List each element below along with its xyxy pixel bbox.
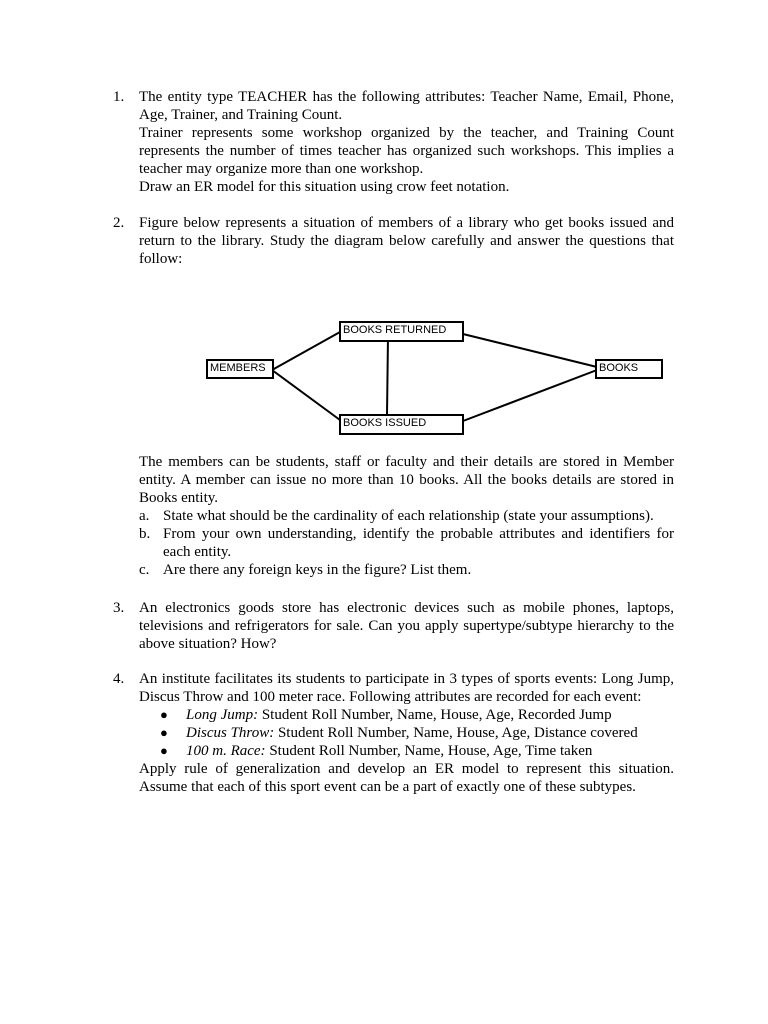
books-issued-entity: BOOKS ISSUED (339, 414, 464, 435)
question-1-explanation: Trainer represents some workshop organized by the teacher, and Training Count represents the number of times teacher has organized such workshops. This implies a teacher may organize more than one workshop. (139, 125, 674, 177)
question-3-text: An electronics goods store has electronic devices such as mobile phones, laptops, televisions and refrigerators for sale. Can you apply supertype/subtype hierarchy to the above situation? How? (139, 600, 674, 652)
subitem-text: State what should be the cardinality of each relationship (state your assumptions). (163, 508, 654, 524)
question-4-closing: Apply rule of generalization and develop an ER model to represent this situation. Assume that each of this sport event can be a part of exactly one of these subtypes. (139, 761, 674, 795)
event-100m-race (139, 742, 674, 760)
subitem-marker: b. (139, 526, 151, 542)
bullet-icon: ● (160, 725, 168, 740)
event-attributes: Student Roll Number, Name, House, Age, Distance covered (274, 725, 638, 741)
members-returned-line (272, 332, 340, 370)
members-entity: MEMBERS (206, 359, 274, 379)
question-1-number: 1. (113, 89, 125, 105)
issued-books-line (463, 370, 597, 421)
question-2-body (139, 453, 674, 579)
question-2-number: 2. (113, 215, 125, 231)
question-2-description: The members can be students, staff or faculty and their details are stored in Member entity. A member can issue no more than 10 books. All the books details are stored in Books entity. (139, 454, 674, 506)
question-2-intro: Figure below represents a situation of members of a library who get books issued and return to the library. Study the diagram below carefully and answer the questions that follow: (139, 215, 674, 267)
question-1-text: The entity type TEACHER has the following attributes: Teacher Name, Email, Phone, Age, Trainer, and Training Count. (139, 89, 674, 123)
bullet-icon: ● (160, 743, 168, 758)
question-4-intro: An institute facilitates its students to participate in 3 types of sports events: Long Jump, Discus Throw and 100 meter race. Following attributes are recorded for each event: (139, 671, 674, 705)
event-label: Discus Throw: (186, 725, 275, 741)
bullet-icon: ● (160, 707, 168, 722)
question-4 (139, 670, 674, 796)
event-label: Long Jump: (186, 707, 259, 723)
event-attributes: Student Roll Number, Name, House, Age, Recorded Jump (258, 707, 612, 723)
question-3-number: 3. (113, 600, 125, 616)
books-entity: BOOKS (595, 359, 663, 379)
question-4-number: 4. (113, 671, 125, 687)
question-2-subitem-b (139, 525, 674, 561)
subitem-marker: a. (139, 508, 150, 524)
subitem-text: Are there any foreign keys in the figure? List them. (163, 562, 472, 578)
subitem-text: From your own understanding, identify the probable attributes and identifiers for each entity. (163, 526, 674, 560)
books-returned-entity: BOOKS RETURNED (339, 321, 464, 342)
event-long-jump (139, 706, 674, 724)
question-1-task: Draw an ER model for this situation using crow feet notation. (139, 179, 510, 195)
event-label: 100 m. Race: (186, 743, 266, 759)
returned-books-line (463, 334, 597, 367)
question-2-subitem-a (139, 507, 674, 525)
returned-issued-line (387, 336, 388, 415)
question-2-subitem-c (139, 561, 674, 579)
subitem-marker: c. (139, 562, 150, 578)
members-issued-line (272, 370, 340, 420)
event-discus-throw (139, 724, 674, 742)
event-attributes: Student Roll Number, Name, House, Age, Time taken (265, 743, 593, 759)
